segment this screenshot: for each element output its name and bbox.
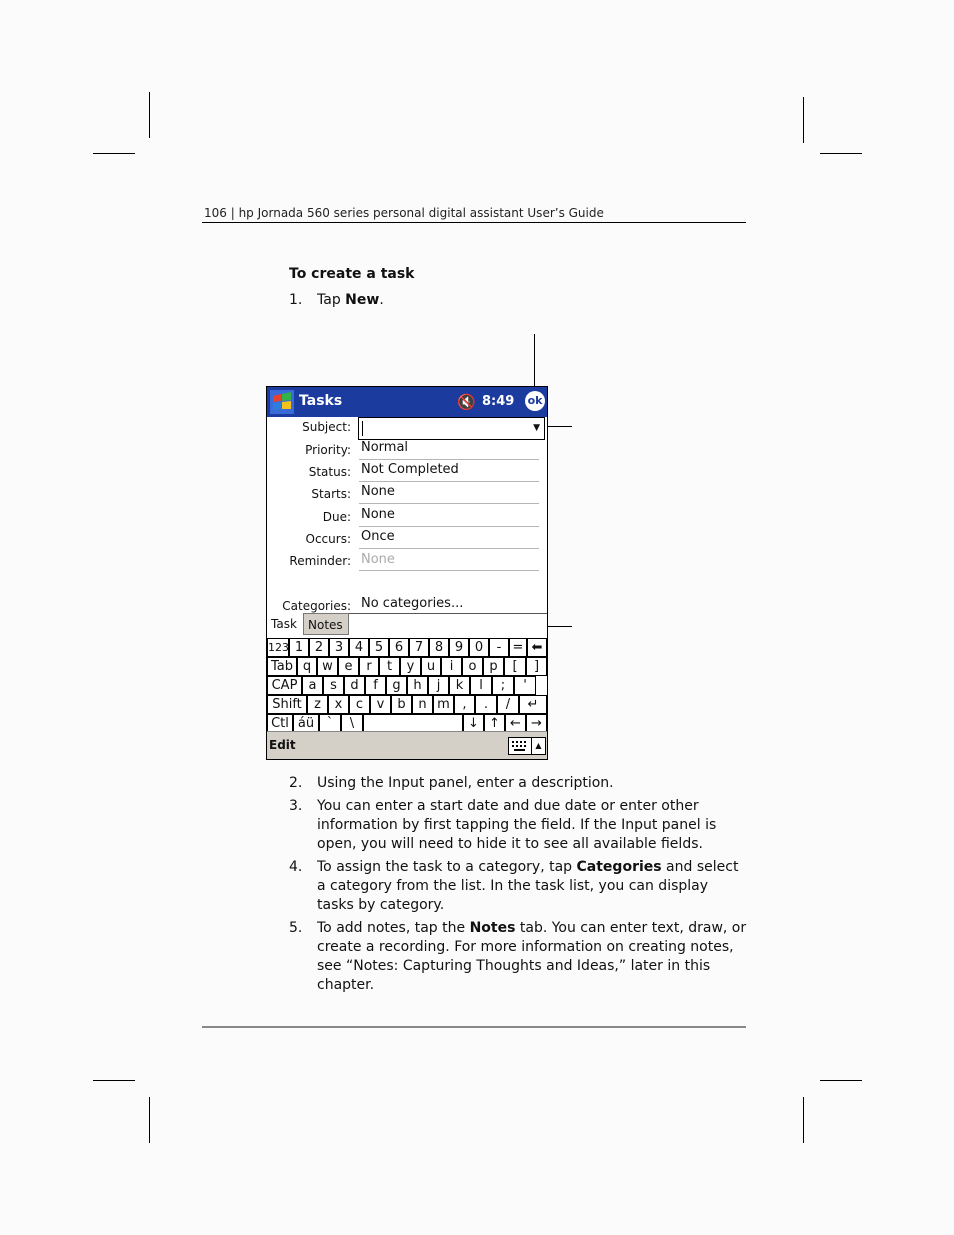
key[interactable]: k — [449, 676, 470, 695]
field-underline — [359, 459, 539, 460]
key[interactable]: g — [386, 676, 407, 695]
key[interactable]: 2 — [309, 638, 329, 657]
accent-key[interactable]: áü — [293, 714, 319, 733]
enter-key[interactable]: ↵ — [519, 695, 547, 714]
footer-rule — [202, 1026, 746, 1028]
key[interactable]: 7 — [409, 638, 429, 657]
keyboard-icon[interactable] — [508, 737, 532, 755]
field-underline — [359, 503, 539, 504]
key[interactable]: i — [441, 657, 462, 676]
key[interactable]: n — [412, 695, 433, 714]
key[interactable]: 123 — [267, 638, 289, 657]
priority-value[interactable]: Normal — [361, 440, 409, 455]
edit-menu[interactable]: Edit — [269, 738, 296, 752]
key[interactable]: o — [462, 657, 483, 676]
key[interactable]: s — [323, 676, 344, 695]
caps-key[interactable]: CAP — [267, 676, 302, 695]
key[interactable]: y — [400, 657, 421, 676]
reminder-label: Reminder: — [289, 554, 351, 568]
step-text-part: To assign the task to a category, tap — [317, 859, 577, 875]
key[interactable]: v — [370, 695, 391, 714]
due-value[interactable]: None — [361, 507, 395, 522]
key[interactable]: - — [489, 638, 509, 657]
crop-mark — [803, 97, 804, 143]
step-text-part: To add notes, tap the — [317, 920, 470, 936]
right-arrow-key[interactable]: → — [526, 714, 547, 733]
key[interactable]: d — [344, 676, 365, 695]
key[interactable]: j — [428, 676, 449, 695]
ok-button[interactable]: ok — [525, 391, 545, 411]
key[interactable]: b — [391, 695, 412, 714]
key[interactable]: / — [497, 695, 519, 714]
down-arrow-key[interactable]: ↓ — [463, 714, 484, 733]
step-text-part: Tap — [317, 292, 346, 308]
crop-mark — [93, 1080, 135, 1081]
subject-label: Subject: — [302, 420, 351, 434]
key[interactable]: 6 — [389, 638, 409, 657]
tab-notes[interactable]: Notes — [303, 613, 349, 635]
key[interactable]: x — [328, 695, 349, 714]
step-text — [317, 919, 749, 995]
starts-label: Starts: — [311, 487, 351, 501]
key[interactable]: f — [365, 676, 386, 695]
key[interactable]: m — [433, 695, 454, 714]
crop-mark — [149, 92, 150, 138]
key[interactable]: h — [407, 676, 428, 695]
app-title: Tasks — [299, 393, 343, 409]
field-underline — [359, 526, 539, 527]
step-text — [317, 858, 749, 915]
crop-mark — [820, 153, 862, 154]
key[interactable]: r — [359, 657, 379, 676]
key[interactable]: = — [509, 638, 527, 657]
step-bold-term: Notes — [469, 920, 516, 936]
step-number: 3. — [289, 798, 303, 814]
input-selector-arrow-icon[interactable]: ▲ — [531, 737, 546, 755]
key[interactable]: 1 — [289, 638, 309, 657]
running-header: 106 | hp Jornada 560 series personal digital assistant User’s Guide — [204, 206, 604, 220]
backspace-key[interactable]: ⬅ — [527, 638, 547, 657]
step-text-part: tab. You can enter text, draw, or create a recording. For more information on creating notes, see “Notes: Capturing Thoughts and Ideas,” later in this chapter. — [317, 920, 747, 993]
tab-task[interactable]: Task — [267, 613, 303, 635]
key[interactable]: 3 — [329, 638, 349, 657]
key[interactable]: [ — [504, 657, 526, 676]
step-text-part: and select a category from the list. In the task list, you can display tasks by category. — [317, 859, 739, 913]
windows-start-icon[interactable] — [270, 390, 294, 414]
field-underline — [359, 570, 539, 571]
device-screenshot — [266, 386, 548, 760]
tab-key[interactable]: Tab — [267, 657, 297, 676]
due-label: Due: — [322, 510, 351, 524]
field-underline — [359, 548, 539, 549]
up-arrow-key[interactable]: ↑ — [484, 714, 505, 733]
crop-mark — [149, 1097, 150, 1143]
key[interactable]: 9 — [449, 638, 469, 657]
dropdown-arrow-icon[interactable]: ▼ — [533, 423, 540, 433]
key[interactable]: ; — [492, 676, 514, 695]
step-bold-term: Categories — [576, 859, 662, 875]
tab-divider — [349, 613, 547, 614]
status-value[interactable]: Not Completed — [361, 462, 459, 477]
key[interactable]: 0 — [469, 638, 489, 657]
field-underline — [359, 481, 539, 482]
priority-label: Priority: — [305, 443, 351, 457]
header-rule — [202, 222, 746, 223]
categories-value[interactable]: No categories... — [361, 596, 464, 611]
step-bold-term: New — [345, 292, 380, 308]
menu-bar — [267, 731, 547, 760]
key[interactable]: u — [421, 657, 441, 676]
key[interactable]: t — [379, 657, 400, 676]
clock[interactable]: 8:49 — [482, 394, 515, 409]
step-text — [317, 291, 749, 310]
section-heading: To create a task — [289, 266, 415, 282]
key[interactable]: a — [302, 676, 323, 695]
callout-line — [534, 334, 535, 390]
key[interactable]: z — [307, 695, 328, 714]
starts-value[interactable]: None — [361, 484, 395, 499]
crop-mark — [803, 1097, 804, 1143]
occurs-label: Occurs: — [305, 532, 351, 546]
key[interactable]: . — [475, 695, 497, 714]
key[interactable]: c — [349, 695, 370, 714]
step-number: 5. — [289, 920, 303, 936]
crop-mark — [93, 153, 135, 154]
step-text: Using the Input panel, enter a description. — [317, 775, 614, 791]
subject-input[interactable] — [358, 417, 545, 440]
status-label: Status: — [308, 465, 351, 479]
key[interactable]: ' — [514, 676, 536, 695]
step-number: 2. — [289, 775, 303, 791]
crop-mark — [820, 1080, 862, 1081]
key[interactable]: 8 — [429, 638, 449, 657]
speaker-icon[interactable]: 🔇 — [457, 393, 476, 411]
step-text-part: . — [379, 292, 384, 308]
ctrl-key[interactable]: Ctl — [267, 714, 293, 733]
key[interactable]: p — [483, 657, 504, 676]
key[interactable]: e — [338, 657, 359, 676]
key[interactable]: , — [454, 695, 475, 714]
step-number: 4. — [289, 859, 303, 875]
left-arrow-key[interactable]: ← — [505, 714, 526, 733]
key[interactable]: w — [317, 657, 338, 676]
key[interactable]: q — [297, 657, 317, 676]
text-caret — [362, 421, 363, 436]
shift-key[interactable]: Shift — [267, 695, 307, 714]
key[interactable]: 5 — [369, 638, 389, 657]
key[interactable]: 4 — [349, 638, 369, 657]
key[interactable]: ` — [319, 714, 341, 733]
key[interactable]: \ — [341, 714, 363, 733]
key[interactable]: l — [470, 676, 492, 695]
step-text: You can enter a start date and due date or enter other information by first tapping the field. If the Input panel is open, you will need to hide it to see all available fields. — [317, 798, 717, 852]
reminder-value[interactable]: None — [361, 552, 395, 567]
occurs-value[interactable]: Once — [361, 529, 395, 544]
title-bar — [267, 387, 547, 417]
categories-label: Categories: — [282, 599, 351, 613]
step-number: 1. — [289, 292, 303, 308]
key[interactable]: ] — [526, 657, 547, 676]
